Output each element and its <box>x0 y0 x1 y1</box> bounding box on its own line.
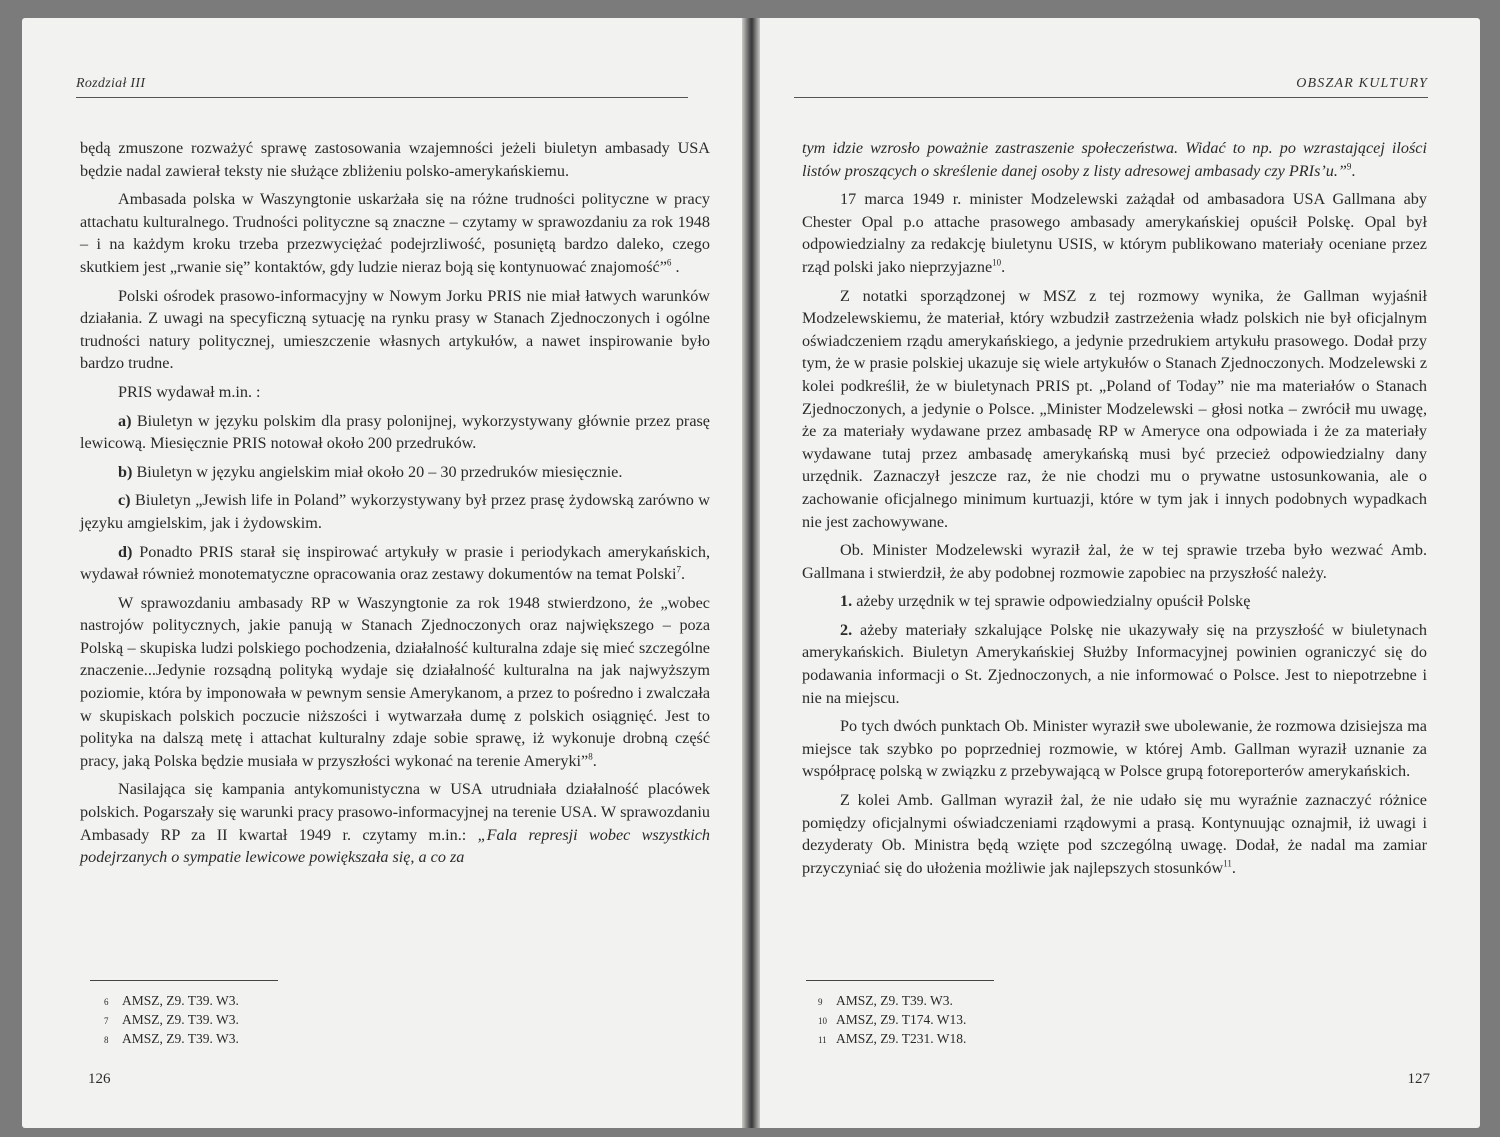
footnote-rule <box>806 980 994 981</box>
footnote-ref: 7 <box>676 564 681 575</box>
paragraph: Po tych dwóch punktach Ob. Minister wyraził swe ubolewanie, że rozmowa dzisiejsza ma miejsce tak szybko po poprzedniej rozmowie, w której Amb. Gallman wyraził uznanie za współpracę polską w związku z przebywającą w Polsce grupą fotoreporterów amerykańskich. <box>802 717 1427 781</box>
paragraph: Polski ośrodek prasowo-informacyjny w Nowym Jorku PRIS nie miał łatwych warunków działania. Z uwagi na specyficzną sytuację na rynku prasy w Stanach Zjednoczonych i ogólne trudności natury politycznej, umieszczenie własnych artykułów, a nawet inspirowanie było bardzo trudne. <box>80 286 710 373</box>
left-page <box>22 18 742 1128</box>
running-head: Rozdział III <box>76 76 146 91</box>
page-number: 126 <box>88 1071 111 1087</box>
footnote-ref: 10 <box>992 257 1002 268</box>
footnote: 10 AMSZ, Z9. T174. W13. <box>818 1012 967 1027</box>
footnote: 9 AMSZ, Z9. T39. W3. <box>818 993 953 1008</box>
paragraph: Nasilająca się kampania antykomunistyczna w USA utrudniała działalność placówek polskich. Pogarszały się warunki pracy prasowo-informacyjnej na terenie USA. W sprawozdaniu Ambasady RP za II kwartał 1949 r. czytamy m.in.: „Fala represji wobec wszystkich podejrzanych o sympatie lewicowe powiększała się, a co za <box>80 780 710 867</box>
body-text <box>802 137 1427 885</box>
footnote-ref: 8 <box>588 751 593 762</box>
paragraph: 17 marca 1949 r. minister Modzelewski zażądał od ambasadora USA Gallmana aby Chester Opal p.o attache prasowego ambasady amerykańskiej opuścił Polskę. Opal był odpowiedzialny za redakcję biuletynu USIS, w którym publikowano materiały oceniane przez rząd polski jako nieprzyjazne$^{10}$. <box>802 190 1427 276</box>
list-item: a) Biuletyn w języku polskim dla prasy polonijnej, wykorzystywany głównie przez prasę lewicową. Miesięcznie PRIS notował około 200 przedruków. <box>80 411 710 453</box>
book-gutter <box>742 18 760 1128</box>
footnotes <box>818 992 966 1049</box>
footnote-ref: 9 <box>1346 161 1352 172</box>
footnotes <box>104 992 239 1049</box>
paragraph: tym idzie wzrosło poważnie zastraszenie społeczeństwa. Widać to np. po wzrastającej ilości listów proszących o skreślenie danej osoby z listy adresowej ambasady czy PRIs’u.”$^9$. <box>802 139 1427 180</box>
footnote: 11 AMSZ, Z9. T231. W18. <box>818 1031 967 1046</box>
list-item: c) Biuletyn „Jewish life in Poland” wykorzystywany był przez prasę żydowską zarówno w języku amgielskim, jak i żydowskim. <box>80 491 710 532</box>
running-head: OBSZAR KULTURY <box>1296 76 1428 91</box>
paragraph: Z notatki sporządzonej w MSZ z tej rozmowy wynika, że Gallman wyjaśnił Modzelewskiemu, że materiał, który wzbudził zastrzeżenia władz polskich nie był oficjalnym oświadczeniem rządu amerykańskiego, a jedynie przedrukiem artykułu prasowego. Dodał przy tym, że w prasie polskiej ukazuje się wiele artykułów o Stanach Zjednoczonych. Modzelewski z kolei podkreślił, że w biuletynach PRIS pt. „Poland of Today” nie ma materiałów o Stanach Zjednoczonych, a jedynie o Polsce. „Minister Modzelewski – głosi notka – zwrócił mu uwagę, że za materiały wydawane przez ambasadę RP w Ameryce ona odpowiada i że za materiały wydawane tutaj przez ambasadę amerykańską musi być przecież odpowiedzialny dany urzędnik. Zaznaczył jeszcze raz, że nie chodzi mu o prywatne ustosunkowania, ale o zachowanie oficjalnego minimum kurtuazji, które w tym jak i innych podobnych wypadkach nie jest zachowywane. <box>802 286 1427 531</box>
paragraph: Ob. Minister Modzelewski wyraził żal, że w tej sprawie trzeba było wezwać Amb. Gallmana i stwierdził, że aby podobnej rozmowie zapobiec na przyszłość należy. <box>802 541 1427 582</box>
paragraph: W sprawozdaniu ambasady RP w Waszyngtonie za rok 1948 stwierdzono, że „wobec nastrojów politycznych, jakie panują w Stanach Zjednoczonych oraz największego – poza Polską – skupiska ludzi polskiego pochodzenia, działalność kulturalna zdaje się mieć szczególne znaczenie...Jedynie rozsądną polityką wydaje się działalność kulturalna na jak najwyższym poziomie, która by imponowała w pewnym sensie Amerykanom, a przez to pośredno i zwalczała w skupiskach polskich poczucie niższości i wytwarzała dumę z polskich osiągnięć. Jest to polityka na dalszą metę i attachat kulturalny zdaje sobie sprawę, iż wykonuje drobną część pracy, jaką Polska będzie musiała w przyszłości wykonać na terenie Ameryki”$^8$. <box>80 593 710 770</box>
footnote-ref: 6 <box>666 257 672 268</box>
paragraph: Ambasada polska w Waszyngtonie uskarżała się na różne trudności polityczne w pracy attachatu kulturalnego. Trudności polityczne są znaczne – czytamy w sprawozdaniu za rok 1948 – i na każdym kroku trzeba przezwyciężać podejrzliwość, posuniętą bardzo daleko, czego skutkiem jest „rwanie się” kontaktów, gdy ludzie nieraz boją się kontynuować znajomość”$^6$ . <box>80 190 710 276</box>
page-number: 127 <box>1407 1071 1430 1087</box>
paragraph: będą zmuszone rozważyć sprawę zastosowania wzajemności jeżeli biuletyn ambasady USA będzie nadal zawierał teksty nie służące zbliżeniu polsko-amerykańskiemu. <box>80 139 710 180</box>
footnote-rule <box>90 980 278 981</box>
right-page <box>760 18 1480 1128</box>
paragraph: Z kolei Amb. Gallman wyraził żal, że nie udało się mu wyraźnie zaznaczyć różnice pomiędzy oficjalnymi oświadczeniami rządowymi a prasą. Kontynuując oznajmił, iż uwagi i dezyderaty Ob. Ministra będą wzięte pod szczególną uwagę. Dodał, że nadal ma zamiar przyczyniać się do ułożenia możliwie jak najlepszych stosunków$^{11}$. <box>802 791 1427 877</box>
header-rule <box>794 97 1428 98</box>
footnote: 7 AMSZ, Z9. T39. W3. <box>104 1012 239 1027</box>
footnote: 6 AMSZ, Z9. T39. W3. <box>104 993 239 1008</box>
list-item: 2. ażeby materiały szkalujące Polskę nie ukazywały się na przyszłość w biuletynach amerykańskich. Biuletyn Amerykańskiej Służby Informacyjnej powinien ograniczyć się do podawania informacji o St. Zjednoczonych, a nie informować o Polsce. Jest to niepotrzebne i nie na miejscu. <box>802 620 1427 707</box>
list-item: d) Ponadto PRIS starał się inspirować artykuły w prasie i periodykach amerykańskich, wydawał również monotematyczne opracowania oraz zestawy dokumentów na temat Polski$^7$. <box>80 542 710 584</box>
footnote: 8 AMSZ, Z9. T39. W3. <box>104 1031 239 1046</box>
paragraph: PRIS wydawał m.in. : <box>118 382 261 401</box>
list-item: b) Biuletyn w języku angielskim miał około 20 – 30 przedruków miesięcznie. <box>118 462 623 481</box>
footnote-ref: 11 <box>1223 858 1232 869</box>
list-item: 1. ażeby urzędnik w tej sprawie odpowiedzialny opuścił Polskę <box>840 592 1251 611</box>
body-text <box>80 137 710 875</box>
header-rule <box>76 97 688 98</box>
